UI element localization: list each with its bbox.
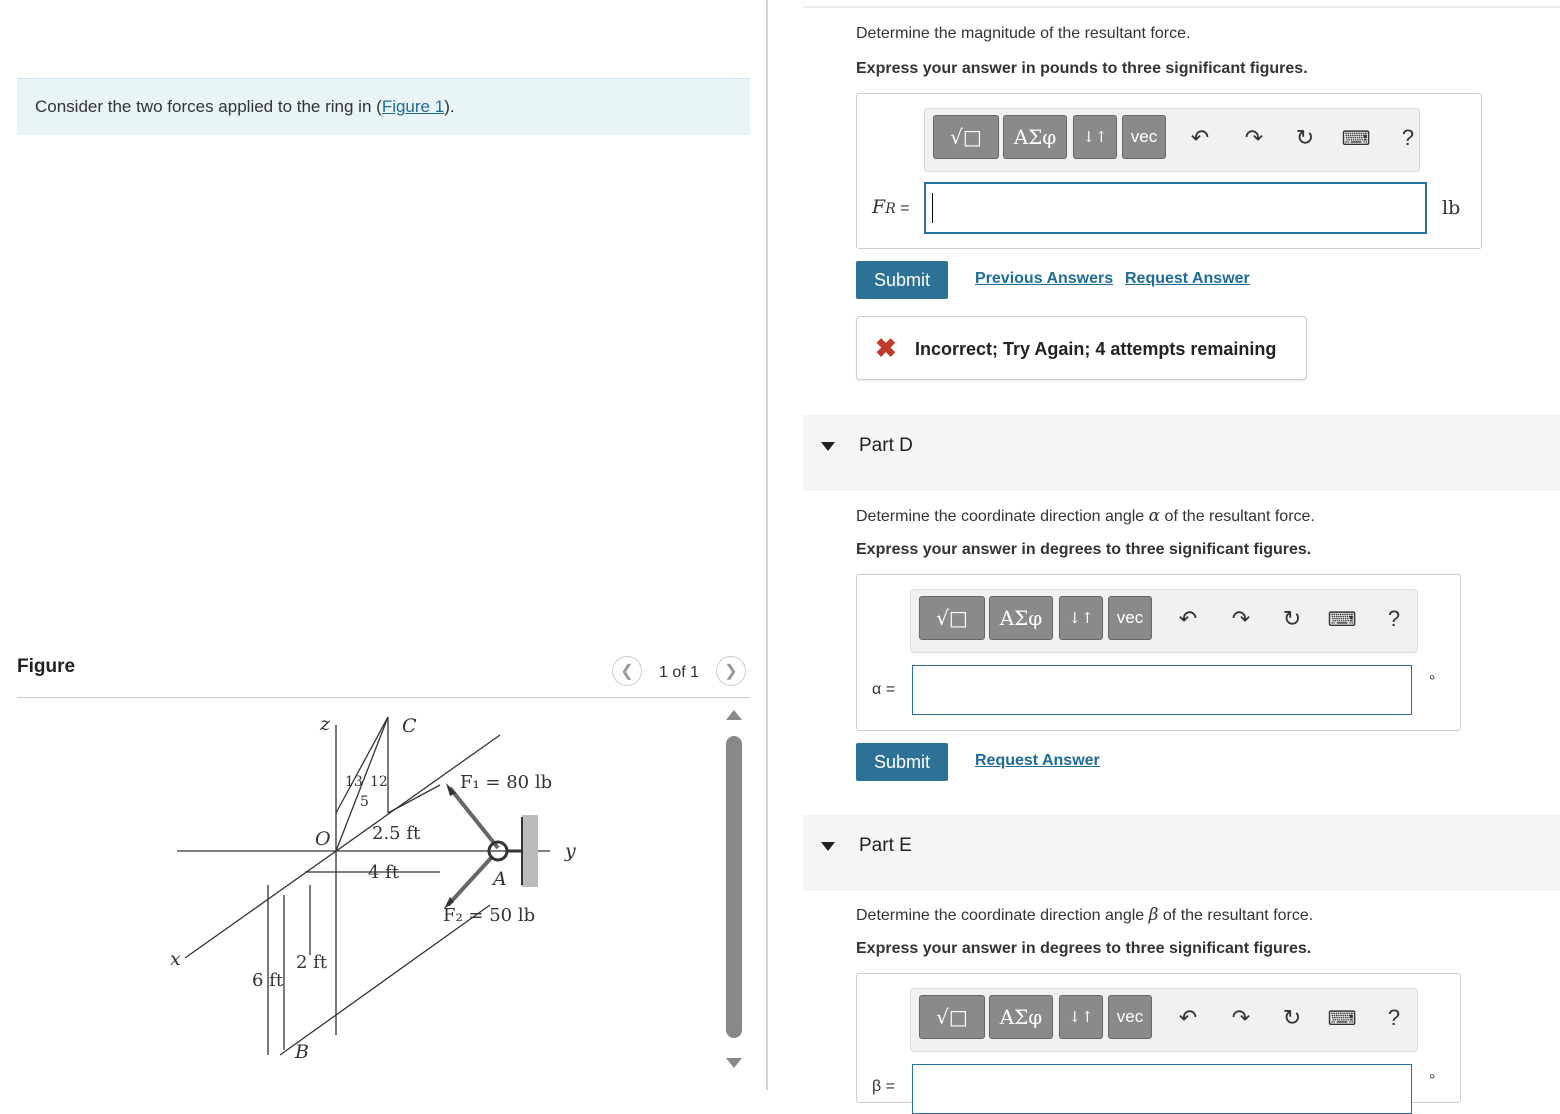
- part-c-toolbar: [924, 108, 1420, 172]
- arrows-button[interactable]: [1059, 596, 1103, 640]
- undo-icon[interactable]: ↶: [1178, 606, 1198, 631]
- f1-cable: [450, 788, 498, 848]
- label-2ft: 2 ft: [296, 952, 328, 973]
- arrows-icon: ↓↑: [1082, 128, 1108, 146]
- problem-intro-text: Consider the two forces applied to the ring in (Figure 1).: [35, 97, 455, 116]
- label-5: 5: [360, 794, 369, 810]
- label-b: B: [295, 1041, 309, 1063]
- part-c-answer-box: [856, 93, 1482, 249]
- reset-icon[interactable]: ↻: [1282, 1005, 1302, 1030]
- beta-input[interactable]: [912, 1064, 1412, 1114]
- fr-input[interactable]: [924, 182, 1427, 234]
- square-root-icon: √□: [950, 125, 982, 149]
- label-6ft: 6 ft: [252, 970, 284, 991]
- reset-icon[interactable]: ↻: [1295, 125, 1315, 150]
- redo-icon[interactable]: ↷: [1231, 1005, 1251, 1030]
- square-root-icon: √□: [936, 1005, 968, 1029]
- keyboard-icon[interactable]: ⌨: [1327, 608, 1357, 631]
- part-e-unit: °: [1429, 1072, 1436, 1089]
- redo-icon[interactable]: ↷: [1244, 125, 1264, 150]
- scroll-up-arrow: [726, 710, 742, 720]
- reset-icon[interactable]: ↻: [1282, 606, 1302, 631]
- chevron-right-icon: ❯: [724, 663, 738, 680]
- top-rule: [803, 6, 1560, 8]
- part-d-request-answer-link[interactable]: Request Answer: [975, 752, 1100, 769]
- prev-figure-button[interactable]: [612, 656, 642, 686]
- fr-label: FR =: [872, 196, 910, 218]
- label-4ft: 4 ft: [368, 862, 400, 883]
- previous-answers-link[interactable]: Previous Answers: [975, 270, 1114, 287]
- feedback-text: Incorrect; Try Again; 4 attempts remaining: [915, 339, 1277, 359]
- beta-label: β =: [872, 1078, 895, 1095]
- vec-button[interactable]: vec: [1122, 115, 1166, 159]
- next-figure-button[interactable]: [716, 656, 746, 686]
- error-x-icon: ✖: [875, 333, 897, 363]
- arrows-icon: ↓↑: [1068, 1008, 1094, 1026]
- part-c-question: Determine the magnitude of the resultant force.: [856, 25, 1191, 42]
- collapse-arrow-icon: [821, 442, 835, 451]
- vec-button[interactable]: vec: [1108, 596, 1152, 640]
- part-e-instruction: Express your answer in degrees to three significant figures.: [856, 940, 1312, 957]
- figure-link[interactable]: Figure 1: [381, 97, 445, 116]
- part-d-instruction: Express your answer in degrees to three significant figures.: [856, 541, 1312, 558]
- figure-diagram: [150, 705, 576, 1075]
- part-d-unit: °: [1429, 673, 1436, 690]
- figure-divider: [17, 697, 750, 698]
- templates-button[interactable]: [919, 995, 985, 1039]
- part-d-header[interactable]: [803, 415, 1560, 491]
- ratio-base: [388, 785, 440, 813]
- text-caret: [932, 193, 933, 223]
- label-f2: F₂ = 50 lb: [443, 905, 536, 926]
- templates-button[interactable]: [919, 596, 985, 640]
- part-c-submit-button[interactable]: Submit: [856, 261, 948, 299]
- label-12: 12: [370, 774, 388, 790]
- alpha-input[interactable]: [912, 665, 1412, 715]
- templates-button[interactable]: [933, 115, 999, 159]
- part-d-title: Part D: [859, 435, 913, 456]
- panel-divider: [766, 0, 768, 1090]
- help-button[interactable]: ?: [1401, 125, 1415, 150]
- greek-button[interactable]: ΑΣφ: [989, 995, 1053, 1039]
- figure-pager: 1 of 1: [659, 664, 700, 681]
- label-c: C: [402, 715, 417, 737]
- label-y: y: [565, 840, 576, 862]
- part-d-toolbar: [910, 589, 1418, 653]
- arrows-button[interactable]: [1059, 995, 1103, 1039]
- vec-button[interactable]: vec: [1108, 995, 1152, 1039]
- label-o: O: [315, 828, 331, 850]
- part-e-header[interactable]: [803, 815, 1560, 891]
- keyboard-icon[interactable]: ⌨: [1341, 127, 1371, 150]
- part-c-instruction: Express your answer in pounds to three significant figures.: [856, 60, 1308, 77]
- part-e-question: Determine the coordinate direction angle β of the resultant force.: [856, 905, 1314, 925]
- feedback-box: [856, 316, 1307, 380]
- greek-button[interactable]: ΑΣφ: [989, 596, 1053, 640]
- figure-title: Figure: [17, 656, 76, 677]
- label-13: 13: [345, 774, 363, 790]
- label-a: A: [493, 868, 507, 890]
- collapse-arrow-icon: [821, 842, 835, 851]
- label-f1: F₁ = 80 lb: [460, 772, 553, 793]
- undo-icon[interactable]: ↶: [1190, 125, 1210, 150]
- redo-icon[interactable]: ↷: [1231, 606, 1251, 631]
- arrows-icon: ↓↑: [1068, 609, 1094, 627]
- arrows-button[interactable]: [1073, 115, 1117, 159]
- help-button[interactable]: ?: [1387, 606, 1401, 631]
- f2-cable: [448, 857, 492, 905]
- diagonal-line: [280, 905, 490, 1055]
- part-d-question: Determine the coordinate direction angle α of the resultant force.: [856, 506, 1315, 526]
- part-c-unit: lb: [1442, 197, 1461, 219]
- part-c-request-answer-link[interactable]: Request Answer: [1125, 270, 1250, 287]
- scroll-thumb: [726, 736, 742, 1038]
- square-root-icon: √□: [936, 606, 968, 630]
- part-e-answer-box: [856, 973, 1461, 1103]
- greek-button[interactable]: ΑΣφ: [1003, 115, 1067, 159]
- figure-scrollbar[interactable]: [724, 706, 744, 1076]
- wall-support: [522, 815, 538, 887]
- label-z: z: [320, 713, 331, 735]
- part-e-toolbar: [910, 988, 1418, 1052]
- alpha-label: α =: [872, 681, 896, 698]
- scroll-down-arrow: [726, 1058, 742, 1068]
- help-button[interactable]: ?: [1387, 1005, 1401, 1030]
- part-d-submit-button[interactable]: Submit: [856, 743, 948, 781]
- undo-icon[interactable]: ↶: [1178, 1005, 1198, 1030]
- label-2-5ft: 2.5 ft: [372, 823, 421, 844]
- keyboard-icon[interactable]: ⌨: [1327, 1007, 1357, 1030]
- part-e-title: Part E: [859, 835, 912, 856]
- chevron-left-icon: ❮: [620, 663, 634, 680]
- label-x: x: [170, 948, 181, 970]
- part-d-answer-box: [856, 574, 1461, 731]
